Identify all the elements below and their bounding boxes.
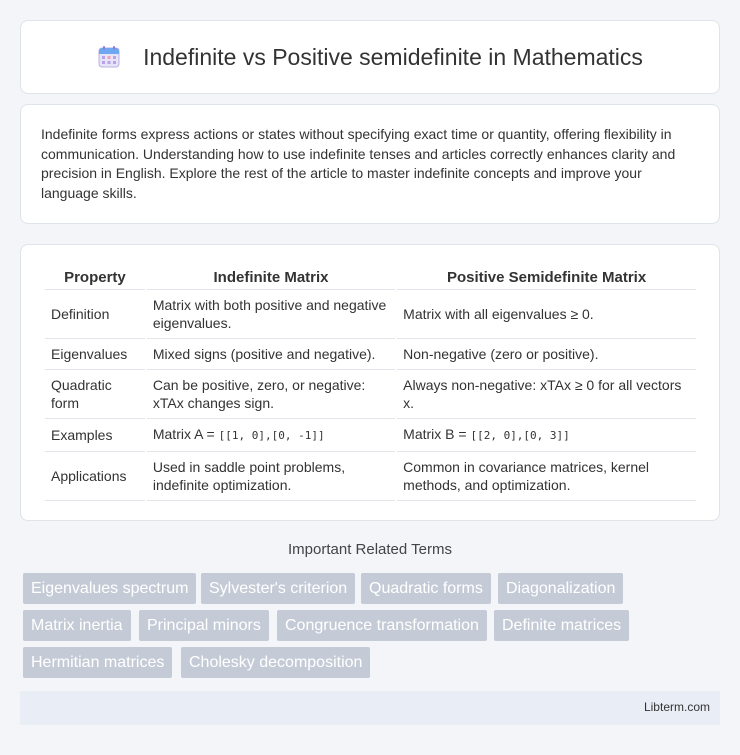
matrix-code: [[1, 0],[0, -1]] — [218, 429, 325, 442]
example-prefix: Matrix A = — [152, 426, 219, 442]
table-cell — [397, 419, 696, 452]
matrix-code: [[2, 0],[0, 3]] — [470, 429, 570, 442]
column-header-psd: Positive Semidefinite Matrix — [397, 265, 696, 290]
table-row — [45, 339, 696, 370]
comparison-card — [20, 244, 720, 521]
table-cell: Mixed signs (positive and negative). — [147, 339, 395, 370]
related-term-tag[interactable]: Sylvester's criterion — [201, 573, 355, 604]
related-term-tag[interactable]: Definite matrices — [494, 610, 629, 641]
row-label: Definition — [45, 290, 145, 339]
related-term-tag[interactable]: Cholesky decomposition — [181, 647, 370, 678]
table-cell — [147, 419, 395, 452]
table-cell: Non-negative (zero or positive). — [397, 339, 696, 370]
column-header-indefinite: Indefinite Matrix — [147, 265, 395, 290]
calendar-icon — [97, 45, 121, 69]
table-row — [45, 370, 696, 419]
example-prefix: Matrix B = — [403, 426, 471, 442]
table-cell: Matrix with all eigenvalues ≥ 0. — [397, 290, 696, 339]
related-term-tag[interactable]: Principal minors — [139, 610, 269, 641]
row-label: Quadratic form — [45, 370, 145, 419]
column-header-property: Property — [45, 265, 145, 290]
related-term-tag[interactable]: Eigenvalues spectrum — [23, 573, 196, 604]
related-term-tag[interactable]: Quadratic forms — [361, 573, 491, 604]
table-header-row — [45, 265, 696, 290]
related-terms-title: Important Related Terms — [288, 541, 452, 558]
table-row — [45, 452, 696, 501]
footer-site-link[interactable]: Libterm.com — [643, 700, 710, 714]
table-cell: Common in covariance matrices, kernel methods, and optimization. — [397, 452, 696, 501]
intro-paragraph: Indefinite forms express actions or states without specifying exact time or quantity, offering flexibility in communication. Understanding how to use indefinite tenses and articles correctly enhances clarity and precision in English. Explore the rest of the article to master indefinite concepts and improve your language skills. — [41, 126, 676, 201]
comparison-table — [43, 265, 698, 501]
table-row — [45, 419, 696, 452]
related-term-tag[interactable]: Hermitian matrices — [23, 647, 172, 678]
related-term-tag[interactable]: Congruence transformation — [277, 610, 487, 641]
related-term-tag[interactable]: Diagonalization — [498, 573, 623, 604]
page-title: Indefinite vs Positive semidefinite in Mathematics — [143, 43, 643, 70]
header — [97, 44, 643, 71]
footer — [20, 691, 720, 725]
table-cell: Can be positive, zero, or negative: xTAx changes sign. — [147, 370, 395, 419]
table-row — [45, 290, 696, 339]
row-label: Applications — [45, 452, 145, 501]
table-cell: Matrix with both positive and negative eigenvalues. — [147, 290, 395, 339]
table-cell: Used in saddle point problems, indefinite optimization. — [147, 452, 395, 501]
row-label: Examples — [45, 419, 145, 452]
table-cell: Always non-negative: xTAx ≥ 0 for all vectors x. — [397, 370, 696, 419]
intro-card — [20, 104, 720, 224]
related-term-tag[interactable]: Matrix inertia — [23, 610, 131, 641]
header-card — [20, 20, 720, 94]
row-label: Eigenvalues — [45, 339, 145, 370]
